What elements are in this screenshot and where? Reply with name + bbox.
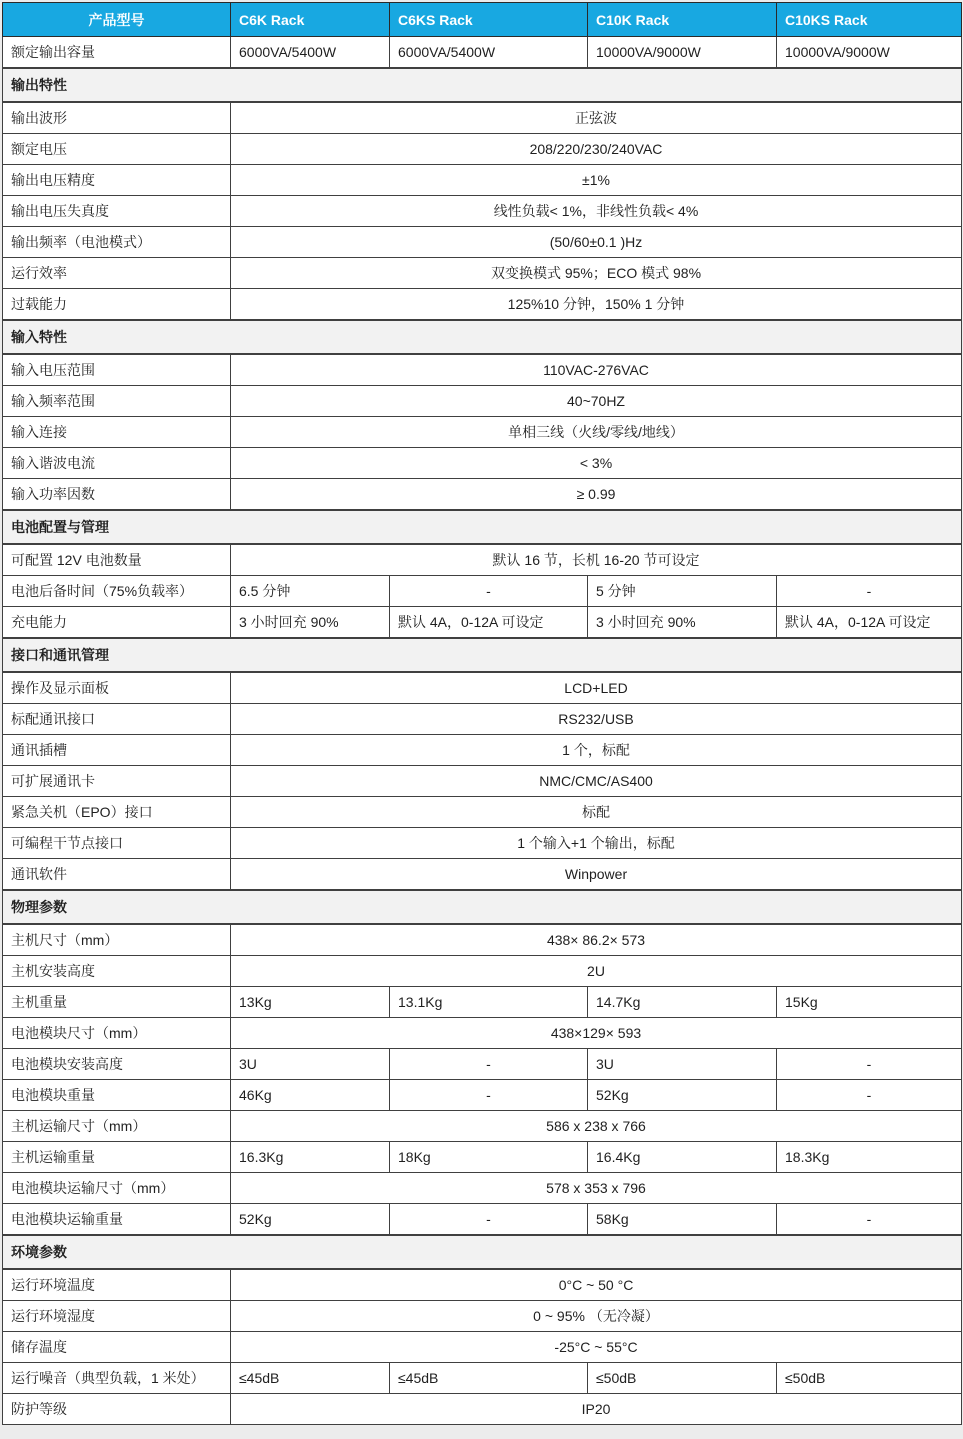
spec-value-cell: 6.5 分钟 [231,576,390,607]
spec-value-cell: 正弦波 [231,102,962,134]
spec-label-cell: 输入频率范围 [3,386,231,417]
table-row [3,704,962,735]
spec-table [2,2,962,1425]
spec-value-cell: LCD+LED [231,672,962,704]
spec-value-cell: 40~70HZ [231,386,962,417]
spec-label-cell: 电池模块运输尺寸（mm） [3,1173,231,1204]
spec-value-cell: ≤45dB [231,1363,390,1394]
spec-value-cell: 125%10 分钟，150% 1 分钟 [231,289,962,321]
section-header-row [3,68,962,102]
spec-value-cell: < 3% [231,448,962,479]
spec-value-cell: 18Kg [390,1142,588,1173]
spec-value-cell: 标配 [231,797,962,828]
table-row [3,258,962,289]
table-row [3,165,962,196]
section-header-row [3,510,962,544]
spec-value-cell: 13.1Kg [390,987,588,1018]
spec-value-cell: ≤50dB [777,1363,962,1394]
spec-value-cell: 1 个，标配 [231,735,962,766]
table-row [3,672,962,704]
table-row [3,1332,962,1363]
model-header-cell: C6KS Rack [390,3,588,37]
spec-label-cell: 输出电压失真度 [3,196,231,227]
spec-value-cell: 52Kg [588,1080,777,1111]
spec-label-cell: 额定电压 [3,134,231,165]
spec-value-cell: - [777,1049,962,1080]
spec-value-cell: 双变换模式 95%；ECO 模式 98% [231,258,962,289]
spec-value-cell: 438× 86.2× 573 [231,924,962,956]
spec-value-cell: NMC/CMC/AS400 [231,766,962,797]
spec-value-cell: 1 个输入+1 个输出，标配 [231,828,962,859]
spec-label-cell: 操作及显示面板 [3,672,231,704]
spec-label-cell: 电池模块运输重量 [3,1204,231,1236]
spec-label-cell: 运行环境湿度 [3,1301,231,1332]
table-row [3,1394,962,1425]
table-row [3,1301,962,1332]
spec-value-cell: 13Kg [231,987,390,1018]
spec-value-cell: 3U [231,1049,390,1080]
section-header-cell: 输入特性 [3,320,962,354]
table-row [3,924,962,956]
spec-value-cell: - [390,1204,588,1236]
table-row [3,1018,962,1049]
spec-label-cell: 通讯插槽 [3,735,231,766]
spec-label-cell: 可编程干节点接口 [3,828,231,859]
spec-value-cell: 16.3Kg [231,1142,390,1173]
spec-label-cell: 主机运输尺寸（mm） [3,1111,231,1142]
spec-value-cell: 6000VA/5400W [231,37,390,69]
spec-table-header [3,3,962,37]
spec-value-cell: 2U [231,956,962,987]
spec-label-cell: 额定输出容量 [3,37,231,69]
table-row [3,289,962,321]
spec-value-cell: 18.3Kg [777,1142,962,1173]
spec-value-cell: 3 小时回充 90% [231,607,390,639]
spec-value-cell: (50/60±0.1 )Hz [231,227,962,258]
header-row [3,3,962,37]
table-row [3,479,962,511]
table-row [3,828,962,859]
spec-value-cell: ≥ 0.99 [231,479,962,511]
spec-value-cell: 3U [588,1049,777,1080]
table-row [3,448,962,479]
spec-label-cell: 输出频率（电池模式） [3,227,231,258]
spec-value-cell: RS232/USB [231,704,962,735]
spec-value-cell: 16.4Kg [588,1142,777,1173]
spec-value-cell: 默认 4A，0-12A 可设定 [777,607,962,639]
table-row [3,1204,962,1236]
spec-value-cell: ±1% [231,165,962,196]
spec-value-cell: 578 x 353 x 796 [231,1173,962,1204]
section-header-cell: 输出特性 [3,68,962,102]
spec-value-cell: 110VAC-276VAC [231,354,962,386]
table-row [3,544,962,576]
spec-value-cell: Winpower [231,859,962,891]
spec-label-cell: 电池模块重量 [3,1080,231,1111]
spec-value-cell: 46Kg [231,1080,390,1111]
spec-value-cell: 5 分钟 [588,576,777,607]
table-row [3,1363,962,1394]
spec-value-cell: 52Kg [231,1204,390,1236]
table-row [3,1269,962,1301]
spec-label-cell: 输入谐波电流 [3,448,231,479]
table-row [3,386,962,417]
spec-label-cell: 电池模块安装高度 [3,1049,231,1080]
section-header-row [3,1235,962,1269]
table-row [3,859,962,891]
spec-label-cell: 输出电压精度 [3,165,231,196]
spec-label-cell: 输入功率因数 [3,479,231,511]
spec-label-cell: 输入电压范围 [3,354,231,386]
spec-value-cell: -25°C ~ 55°C [231,1332,962,1363]
table-row [3,134,962,165]
spec-value-cell: - [390,1049,588,1080]
spec-label-cell: 主机重量 [3,987,231,1018]
spec-value-cell: 单相三线（火线/零线/地线） [231,417,962,448]
section-header-cell: 物理参数 [3,890,962,924]
spec-label-cell: 可配置 12V 电池数量 [3,544,231,576]
spec-value-cell: 15Kg [777,987,962,1018]
model-header-cell: C6K Rack [231,3,390,37]
table-row [3,766,962,797]
spec-value-cell: 默认 16 节，长机 16-20 节可设定 [231,544,962,576]
spec-value-cell: - [777,1204,962,1236]
spec-value-cell: 586 x 238 x 766 [231,1111,962,1142]
spec-value-cell: - [777,1080,962,1111]
spec-table-body [3,37,962,1425]
spec-value-cell: 6000VA/5400W [390,37,588,69]
table-row [3,354,962,386]
table-row [3,987,962,1018]
spec-value-cell: - [777,576,962,607]
spec-value-cell: - [390,576,588,607]
table-row [3,797,962,828]
spec-label-cell: 标配通讯接口 [3,704,231,735]
spec-label-cell: 紧急关机（EPO）接口 [3,797,231,828]
section-header-row [3,890,962,924]
spec-value-cell: 0°C ~ 50 °C [231,1269,962,1301]
model-header-cell: C10K Rack [588,3,777,37]
section-header-cell: 接口和通讯管理 [3,638,962,672]
spec-label-cell: 运行噪音（典型负载，1 米处） [3,1363,231,1394]
section-header-row [3,638,962,672]
table-row [3,1142,962,1173]
spec-value-cell: ≤50dB [588,1363,777,1394]
table-row [3,102,962,134]
section-header-cell: 环境参数 [3,1235,962,1269]
table-row [3,417,962,448]
spec-value-cell: 438×129× 593 [231,1018,962,1049]
spec-label-cell: 主机尺寸（mm） [3,924,231,956]
spec-value-cell: 默认 4A，0-12A 可设定 [390,607,588,639]
spec-value-cell: 14.7Kg [588,987,777,1018]
spec-value-cell: ≤45dB [390,1363,588,1394]
spec-label-cell: 运行环境温度 [3,1269,231,1301]
spec-value-cell: 0 ~ 95% （无冷凝） [231,1301,962,1332]
spec-value-cell: 10000VA/9000W [588,37,777,69]
spec-value-cell: 10000VA/9000W [777,37,962,69]
table-row [3,1080,962,1111]
table-row [3,196,962,227]
spec-label-cell: 电池后备时间（75%负载率） [3,576,231,607]
table-row [3,956,962,987]
table-row [3,37,962,69]
corner-header-cell: 产品型号 [3,3,231,37]
spec-value-cell: - [390,1080,588,1111]
table-row [3,1173,962,1204]
spec-label-cell: 可扩展通讯卡 [3,766,231,797]
table-row [3,735,962,766]
spec-label-cell: 运行效率 [3,258,231,289]
model-header-cell: C10KS Rack [777,3,962,37]
section-header-row [3,320,962,354]
spec-value-cell: IP20 [231,1394,962,1425]
spec-value-cell: 3 小时回充 90% [588,607,777,639]
spec-value-cell: 208/220/230/240VAC [231,134,962,165]
spec-label-cell: 输出波形 [3,102,231,134]
spec-value-cell: 线性负载< 1%，非线性负载< 4% [231,196,962,227]
table-row [3,227,962,258]
spec-label-cell: 通讯软件 [3,859,231,891]
table-row [3,576,962,607]
table-row [3,1049,962,1080]
spec-label-cell: 充电能力 [3,607,231,639]
table-row [3,1111,962,1142]
spec-label-cell: 防护等级 [3,1394,231,1425]
spec-label-cell: 输入连接 [3,417,231,448]
spec-label-cell: 过载能力 [3,289,231,321]
spec-value-cell: 58Kg [588,1204,777,1236]
table-row [3,607,962,639]
spec-label-cell: 储存温度 [3,1332,231,1363]
spec-label-cell: 主机运输重量 [3,1142,231,1173]
section-header-cell: 电池配置与管理 [3,510,962,544]
spec-label-cell: 电池模块尺寸（mm） [3,1018,231,1049]
spec-label-cell: 主机安装高度 [3,956,231,987]
